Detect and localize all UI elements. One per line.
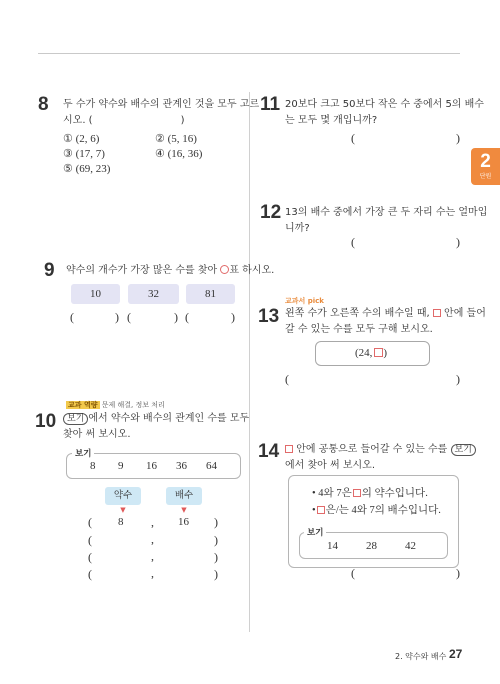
question-10-number: 10: [35, 411, 57, 432]
number-pair-close: ): [383, 347, 388, 359]
number-card-3[interactable]: 81: [186, 284, 235, 304]
question-12-text-line2: 니까?: [285, 223, 310, 234]
question-10-tag-row: [66, 401, 165, 410]
number-pair: [355, 347, 387, 359]
question-13-number: 13: [258, 306, 280, 327]
answer-row-3-open: (: [88, 550, 92, 564]
answer-row-2-comma: ,: [151, 532, 154, 546]
footer-chapter: 2. 약수와 배수: [395, 652, 447, 661]
answer-row-4-open: (: [88, 567, 92, 581]
bogi-number-42: 42: [405, 540, 416, 552]
answer-row-4-close: ): [214, 567, 218, 581]
competency-description: 문제 해결, 정보 처리: [101, 401, 165, 409]
condition-2: [312, 502, 441, 517]
answer-row-3-close: ): [214, 550, 218, 564]
question-11-number: 11: [260, 94, 281, 115]
answer-row-1-divisor: 8: [118, 516, 124, 528]
answer-paren-2-close: ): [174, 310, 178, 324]
question-14-text-line1a: 안에 공통으로 들어갈 수 있는 수를: [296, 444, 448, 455]
textbook-pick-tag: 교과서 pick: [285, 297, 324, 305]
chapter-label: 단원: [479, 173, 492, 180]
q11-answer-close: ): [456, 131, 460, 145]
condition-2-b: 은/는 4와 7의 배수입니다.: [325, 505, 441, 516]
answer-row-1-comma: ,: [151, 515, 154, 529]
bogi-number-28: 28: [366, 540, 377, 552]
bogi-label-q14: 보기: [304, 526, 326, 538]
bogi-number-9: 9: [118, 460, 124, 472]
chapter-side-tab: [471, 148, 500, 185]
answer-paren-1-open: (: [70, 310, 74, 324]
question-8-option-4[interactable]: ④ (16, 36): [155, 148, 203, 160]
number-card-2[interactable]: 32: [128, 284, 179, 304]
question-8-option-2[interactable]: ② (5, 16): [155, 133, 197, 145]
question-8-answer-open: 시오. (: [63, 115, 93, 126]
question-9-text: [66, 262, 274, 279]
question-9-text-before: 약수의 개수가 가장 많은 수를 찾아: [66, 265, 218, 276]
bogi-number-64: 64: [206, 460, 217, 472]
condition-1-a: • 4와 7은: [312, 488, 352, 499]
question-9-text-after: 표 하시오.: [229, 265, 275, 276]
question-11-text-line1: 20보다 크고 50보다 작은 수 중에서 5의 배수: [285, 99, 484, 110]
q11-answer-open: (: [351, 131, 355, 145]
question-14-text-line2: 에서 찾아 써 보시오.: [285, 460, 375, 471]
number-pair-text: (24,: [355, 347, 373, 359]
question-11-text-line2: 는 모두 몇 개입니까?: [285, 115, 378, 126]
answer-row-1-close: ): [214, 515, 218, 529]
bogi-number-36: 36: [176, 460, 187, 472]
page-number: 27: [449, 647, 463, 661]
question-8-text-line2: [63, 112, 185, 129]
answer-paren-1-close: ): [115, 310, 119, 324]
question-12-number: 12: [260, 202, 282, 223]
answer-row-1-open: (: [88, 515, 92, 529]
question-13-text-line2: 갈 수 있는 수를 모두 구해 보시오.: [285, 324, 433, 335]
question-8-option-5[interactable]: ⑤ (69, 23): [63, 163, 111, 175]
question-13-text-line1: [285, 305, 486, 322]
question-12-text-line1: 13의 배수 중에서 가장 큰 두 자리 수는 얼마입: [285, 207, 488, 218]
answer-row-3-comma: ,: [151, 549, 154, 563]
condition-1-b: 의 약수입니다.: [361, 488, 428, 499]
question-8-answer-close: ): [180, 115, 185, 126]
multiple-header-chip: 배수: [166, 487, 202, 505]
header-rule: [38, 53, 460, 54]
q14-answer-close: ): [456, 566, 460, 580]
question-8-number: 8: [38, 94, 49, 115]
question-13-text-line1b: 안에 들어: [444, 308, 486, 319]
question-9-number: 9: [44, 260, 55, 281]
question-10-text-line2: 찾아 써 보시오.: [63, 429, 131, 440]
bogi-number-16: 16: [146, 460, 157, 472]
blank-box-icon: [433, 309, 441, 317]
blank-box-icon: [317, 506, 325, 514]
question-13-text-line1a: 왼쪽 수가 오른쪽 수의 배수일 때,: [285, 308, 430, 319]
blank-box-icon: [285, 445, 293, 453]
arrow-down-icon: ▼: [120, 506, 126, 514]
answer-paren-2-open: (: [127, 310, 131, 324]
answer-row-2-close: ): [214, 533, 218, 547]
blank-box-icon: [353, 489, 361, 497]
answer-paren-3-close: ): [231, 310, 235, 324]
bogi-number-8: 8: [90, 460, 96, 472]
question-8-option-3[interactable]: ③ (17, 7): [63, 148, 105, 160]
answer-paren-3-open: (: [185, 310, 189, 324]
answer-row-1-multiple: 16: [178, 516, 189, 528]
q13-answer-close: ): [456, 372, 460, 386]
question-10-text-line1-body: 에서 약수와 배수의 관계인 수를 모두: [88, 413, 250, 424]
divisor-header-chip: 약수: [105, 487, 141, 505]
bogi-inline-badge: 보기: [451, 444, 476, 456]
column-divider: [249, 92, 250, 632]
bogi-label-q10: 보기: [72, 447, 94, 459]
condition-2-a: •: [312, 505, 316, 516]
question-8-text-line1: 두 수가 약수와 배수의 관계인 것을 모두 고르: [63, 99, 260, 110]
answer-row-4-comma: ,: [151, 566, 154, 580]
arrow-down-icon: ▼: [181, 506, 187, 514]
question-8-option-1[interactable]: ① (2, 6): [63, 133, 100, 145]
number-card-1[interactable]: 10: [71, 284, 120, 304]
q12-answer-open: (: [351, 235, 355, 249]
q14-answer-open: (: [351, 566, 355, 580]
answer-row-2-open: (: [88, 533, 92, 547]
circle-mark-icon: [220, 265, 229, 274]
question-14-number: 14: [258, 441, 280, 462]
bogi-inline-badge: 보기: [63, 413, 88, 425]
competency-tag: 교과 역량: [68, 401, 98, 409]
q13-answer-open: (: [285, 372, 289, 386]
condition-1: [312, 485, 428, 500]
q12-answer-close: ): [456, 235, 460, 249]
chapter-number: 2: [480, 151, 491, 172]
bogi-number-14: 14: [327, 540, 338, 552]
